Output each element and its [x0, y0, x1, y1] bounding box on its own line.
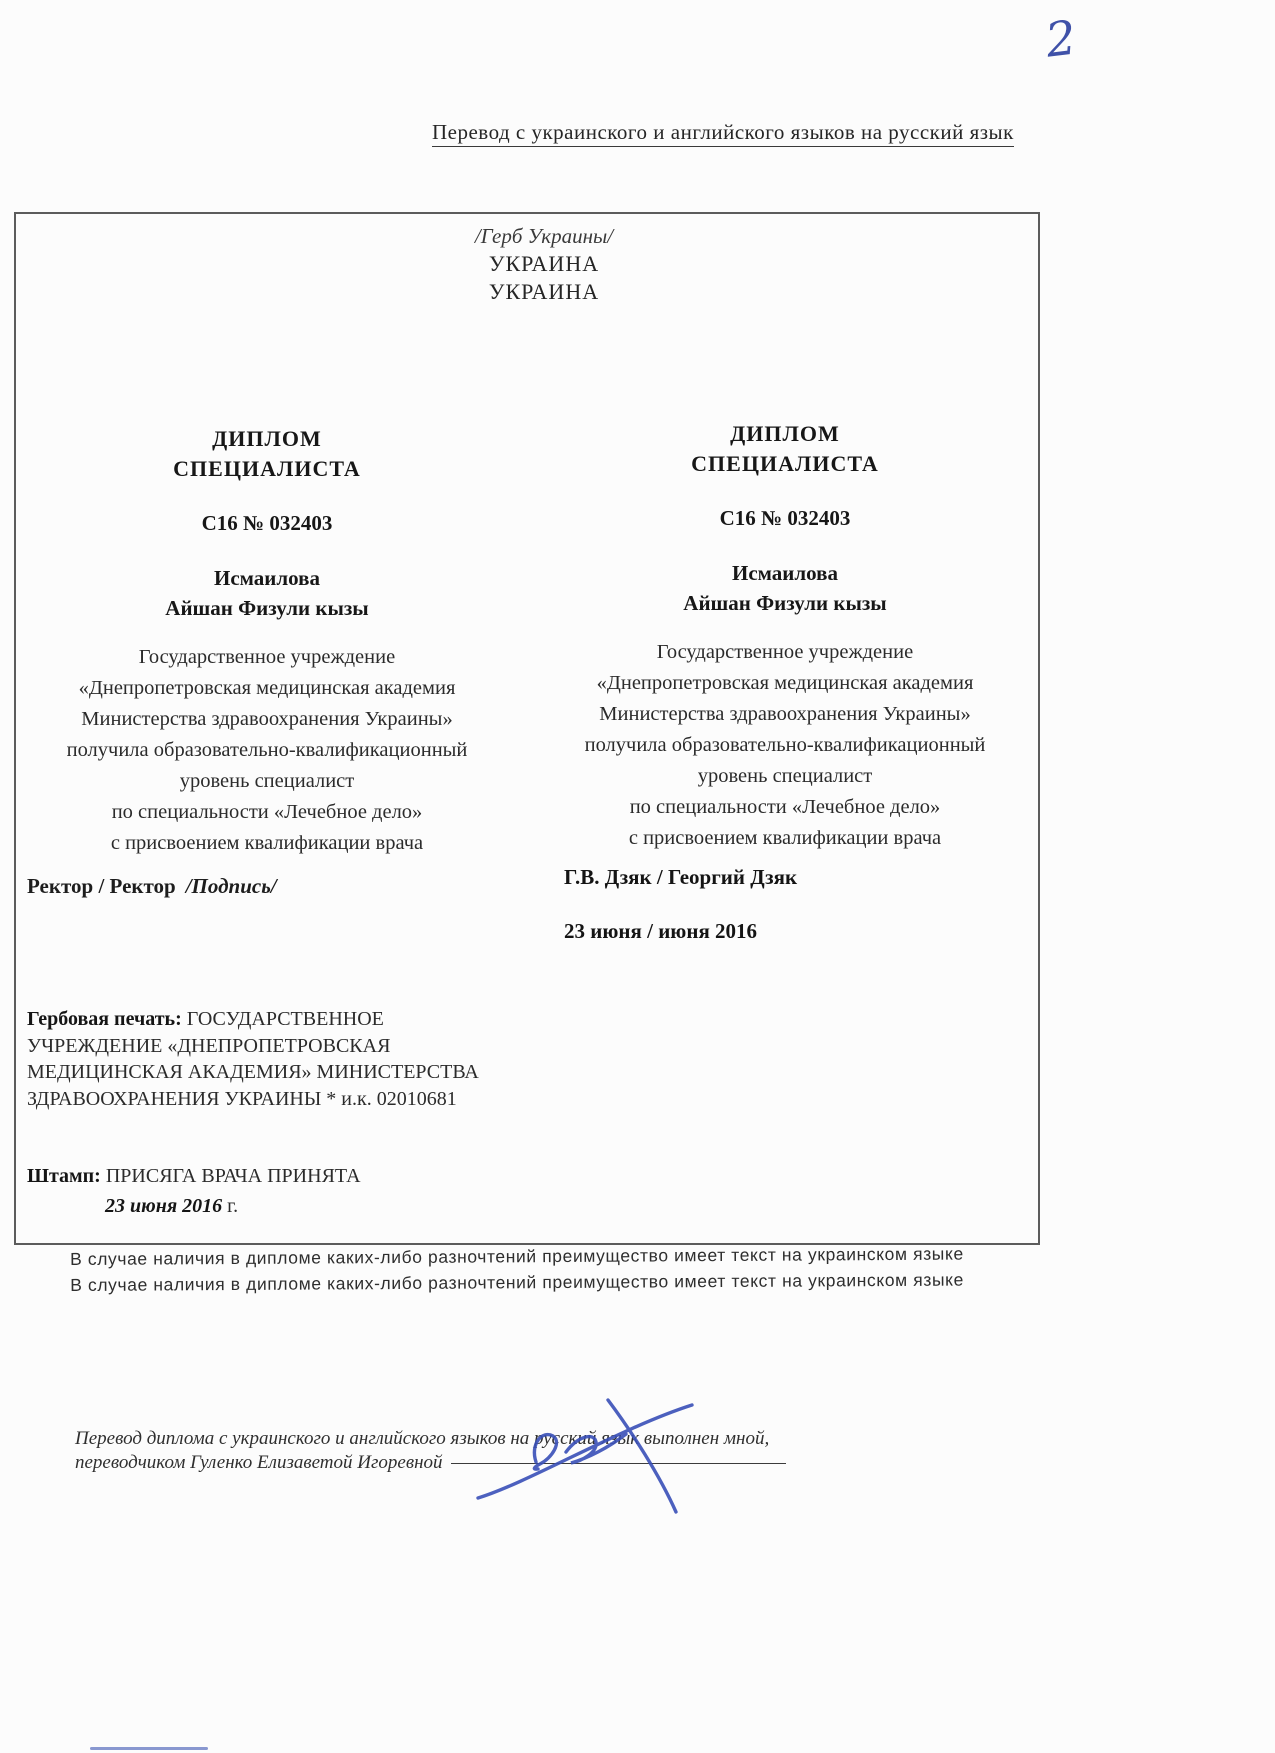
diploma-body-line: уровень специалист	[179, 770, 355, 792]
diploma-body-line: по специальности «Лечебное дело»	[629, 796, 941, 818]
diploma-column-left	[32, 424, 502, 859]
disclaimer-line: В случае наличия в дипломе каких-либо разночтений преимущество имеет текст на украинском языке	[70, 1243, 964, 1269]
diploma-title-line1: ДИПЛОМ	[212, 426, 322, 451]
stamp-date-line	[27, 1191, 361, 1221]
diploma-body-line: получила образовательно-квалификационный	[66, 739, 468, 761]
diploma-body-line: Министерства здравоохранения Украины»	[599, 703, 971, 725]
country-name-line1: УКРАИНА	[488, 251, 600, 276]
seal-block	[27, 1006, 479, 1112]
rector-name-block	[564, 865, 797, 944]
stamp-date-suffix: г.	[227, 1195, 239, 1217]
diploma-title-line2: СПЕЦИАЛИСТА	[691, 451, 879, 476]
diploma-title-line1: ДИПЛОМ	[730, 421, 840, 446]
holder-name-block	[542, 558, 1028, 618]
stamp-date: 23 июня 2016	[105, 1195, 223, 1217]
diploma-body-line: «Днепропетровская медицинская академия	[78, 677, 456, 699]
stamp-line	[27, 1161, 361, 1191]
stamp-label: Штамп:	[27, 1165, 101, 1187]
certificate-box	[14, 212, 1040, 1245]
disclaimer-line: В случае наличия в дипломе каких-либо разночтений преимущество имеет текст на украинском языке	[70, 1269, 964, 1295]
handwritten-signature	[460, 1390, 730, 1522]
translator-name: переводчиком Гуленко Елизаветой Игоревной	[75, 1452, 443, 1473]
rector-name: Г.В. Дзяк / Георгий Дзяк	[564, 865, 798, 889]
diploma-body-line: Государственное учреждение	[138, 646, 396, 668]
disclaimer-block	[70, 1242, 964, 1298]
diploma-number: С16 № 032403	[201, 511, 333, 535]
signature-placeholder-note: /Подпись/	[185, 874, 277, 898]
handwritten-page-number: 2	[1042, 10, 1080, 69]
diploma-body-line: по специальности «Лечебное дело»	[111, 801, 423, 823]
rector-label: Ректор / Ректор	[27, 874, 176, 898]
diploma-body-line: «Днепропетровская медицинская академия	[596, 672, 974, 694]
scan-artifact-line	[90, 1747, 208, 1750]
diploma-number: С16 № 032403	[719, 506, 851, 530]
holder-surname: Исмаилова	[731, 561, 838, 585]
translation-header-text: Перевод с украинского и английского языков на русский язык	[432, 120, 1014, 147]
diploma-body-line: уровень специалист	[697, 765, 873, 787]
diploma-body-line: Министерства здравоохранения Украины»	[81, 708, 453, 730]
diploma-body-line: получила образовательно-квалификационный	[584, 734, 986, 756]
issue-date: 23 июня / июня 2016	[564, 919, 758, 943]
diploma-body-line: с присвоением квалификации врача	[110, 832, 424, 854]
seal-text: ГОСУДАРСТВЕННОЕ УЧРЕЖДЕНИЕ «ДНЕПРОПЕТРОВСКАЯ МЕДИЦИНСКАЯ АКАДЕМИЯ» МИНИСТЕРСТВА ЗДРАВООХРАНЕНИЯ УКРАИНЫ * и.к. 02010681	[27, 1008, 479, 1110]
emblem-block	[50, 222, 1038, 306]
diploma-body	[542, 637, 1028, 854]
stamp-text: ПРИСЯГА ВРАЧА ПРИНЯТА	[105, 1165, 361, 1187]
holder-given-name: Айшан Физули кызы	[165, 596, 369, 620]
diploma-title-line2: СПЕЦИАЛИСТА	[173, 456, 361, 481]
emblem-note: /Герб Украины/	[474, 224, 614, 248]
holder-surname: Исмаилова	[213, 566, 320, 590]
diploma-body	[32, 642, 502, 859]
holder-given-name: Айшан Физули кызы	[683, 591, 887, 615]
stamp-block	[27, 1161, 361, 1221]
seal-label: Гербовая печать:	[27, 1008, 182, 1030]
diploma-body-line: Государственное учреждение	[656, 641, 914, 663]
diploma-body-line: с присвоением квалификации врача	[628, 827, 942, 849]
rector-signature-line	[27, 874, 277, 899]
translator-statement-line1: Перевод диплома с украинского и английского языков на русский язык выполнен мной,	[75, 1428, 770, 1449]
country-name-line2: УКРАИНА	[488, 279, 600, 304]
diploma-column-right	[542, 419, 1028, 854]
holder-name-block	[32, 563, 502, 623]
translation-header	[432, 120, 1014, 145]
